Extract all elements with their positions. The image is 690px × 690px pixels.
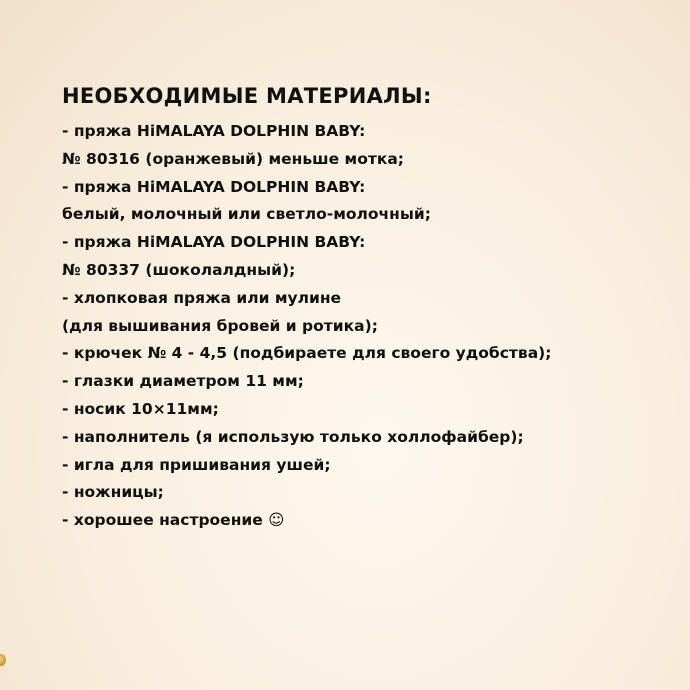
list-item: - носик 10×11мм; — [62, 399, 219, 418]
list-item: белый, молочный или светло-молочный; — [62, 205, 431, 224]
list-item: - ножницы; — [62, 483, 164, 502]
list-item: № 80337 (шоколалдный); — [62, 260, 296, 279]
page-title: НЕОБХОДИМЫЕ МАТЕРИАЛЫ: — [62, 84, 432, 108]
list-item: - хлопковая пряжа или мулине — [62, 288, 342, 307]
list-item: № 80316 (оранжевый) меньше мотка; — [62, 149, 405, 168]
list-item: - пряжа HiMALAYA DOLPHIN BABY: — [62, 122, 366, 140]
list-item: - наполнитель (я использую только холлофайбер); — [62, 427, 524, 446]
list-item: - хорошее настроение ☺ — [62, 511, 285, 530]
list-item: - игла для пришивания ушей; — [62, 455, 331, 474]
materials-list — [62, 118, 551, 535]
list-item: - глазки диаметром 11 мм; — [62, 372, 304, 391]
list-item: - пряжа HiMALAYA DOLPHIN BABY: — [62, 177, 366, 196]
list-item: - пряжа HiMALAYA DOLPHIN BABY: — [62, 233, 366, 252]
list-item: (для вышивания бровей и ротика); — [62, 316, 378, 335]
decorative-bead-icon — [0, 654, 6, 666]
list-item: - крючек № 4 - 4,5 (подбираете для своего удобства); — [62, 344, 552, 363]
